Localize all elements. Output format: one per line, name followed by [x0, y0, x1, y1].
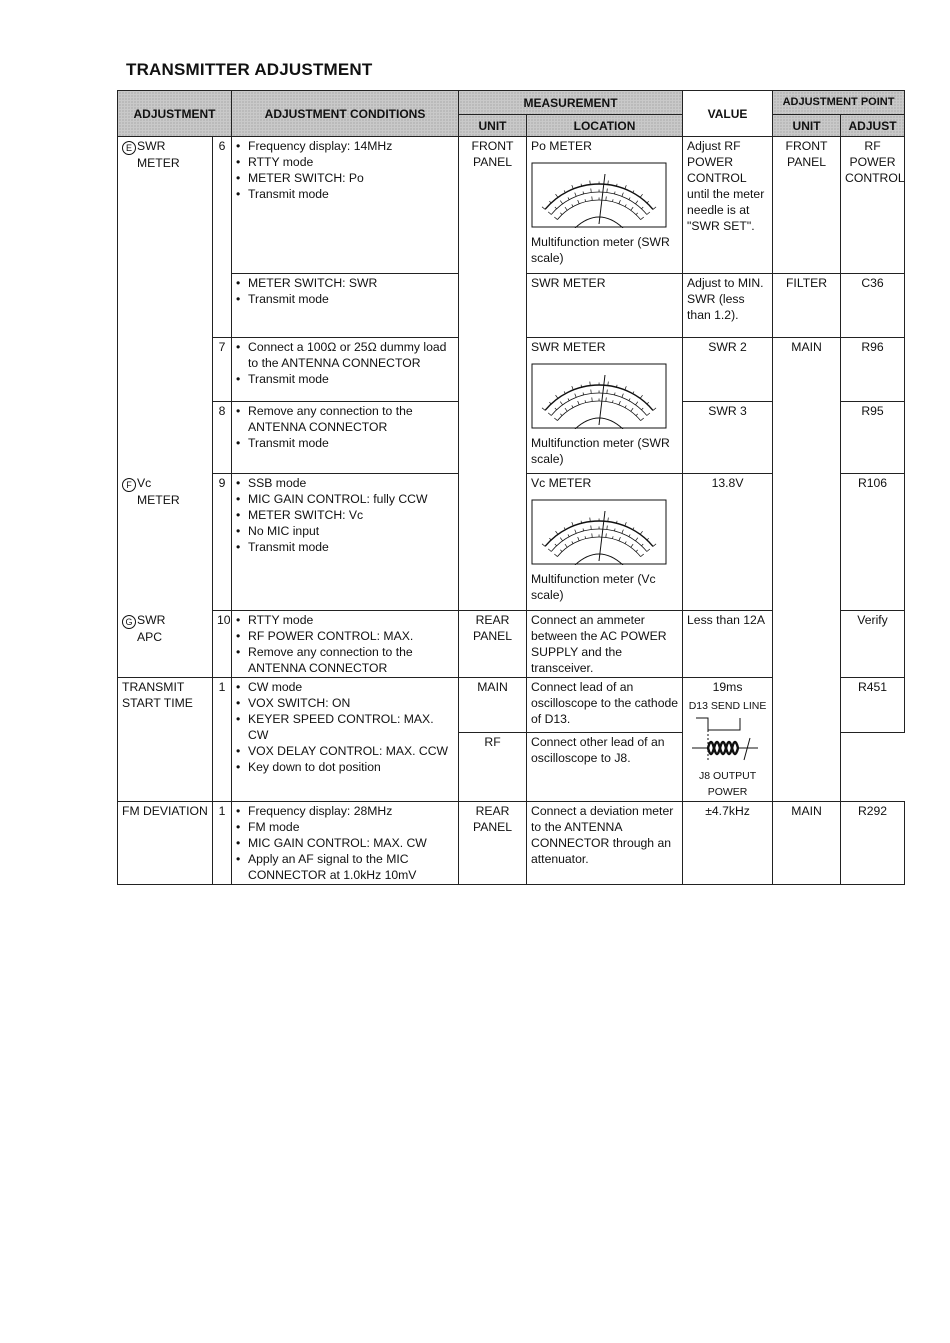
- ap-adjust-cell: [773, 732, 841, 801]
- ap-adjust-cell: R451: [841, 678, 905, 733]
- condition-item: • MIC GAIN CONTROL: MAX. CW: [236, 835, 454, 851]
- location-cell: Connect an ammeter between the AC POWER SUPPLY and the transceiver.: [527, 611, 683, 678]
- step-number: 6: [213, 137, 232, 338]
- value-cell: 19ms D13 SEND LINE J8 OUTPUT POWER: [683, 678, 773, 802]
- condition-item: • Transmit mode: [236, 371, 454, 387]
- condition-item: • RTTY mode: [236, 154, 454, 170]
- value-cell: ±4.7kHz: [683, 802, 773, 885]
- marker-g: G: [122, 615, 136, 629]
- header-adjustment-point: ADJUSTMENT POINT: [773, 91, 905, 115]
- unit-cell: MAIN: [459, 678, 527, 733]
- condition-item: • KEYER SPEED CONTROL: MAX. CW: [236, 711, 454, 743]
- conditions-cell: [232, 802, 459, 885]
- condition-item: • VOX DELAY CONTROL: MAX. CCW: [236, 743, 454, 759]
- multifunction-meter-icon: [531, 162, 667, 228]
- unit-cell: [459, 474, 527, 611]
- conditions-cell: [232, 611, 459, 678]
- condition-item: • No MIC input: [236, 523, 454, 539]
- header-location: LOCATION: [527, 115, 683, 137]
- location-cell: Connect other lead of an oscilloscope to J8.: [527, 732, 683, 801]
- condition-item: • CW mode: [236, 679, 454, 695]
- condition-item: • RTTY mode: [236, 612, 454, 628]
- condition-item: • Remove any connection to the ANTENNA CONNECTOR: [236, 644, 454, 676]
- multifunction-meter-icon: [531, 499, 667, 565]
- ap-adjust-cell: R292: [841, 802, 905, 885]
- condition-item: • RF POWER CONTROL: MAX.: [236, 628, 454, 644]
- location-cell: Connect a deviation meter to the ANTENNA CONNECTOR through an attenuator.: [527, 802, 683, 885]
- adjustment-swr-meter: E SWR METER: [118, 137, 213, 474]
- location-cell: Po METER Multifunction meter (SWR scale): [527, 137, 683, 274]
- value-cell: Less than 12A: [683, 611, 773, 678]
- value-cell: Adjust RF POWER CONTROL until the meter needle is at "SWR SET".: [683, 137, 773, 274]
- header-adjustment: ADJUSTMENT: [118, 91, 232, 137]
- ap-adjust-cell: R106: [841, 474, 905, 611]
- conditions-cell: [232, 678, 459, 802]
- unit-cell: REAR PANEL: [459, 802, 527, 885]
- ap-unit-cell: MAIN: [773, 802, 841, 885]
- location-cell: SWR METER: [527, 274, 683, 338]
- ap-unit-cell: MAIN: [773, 338, 841, 733]
- condition-item: • Frequency display: 14MHz: [236, 138, 454, 154]
- adjustment-transmit-start-time: TRANSMIT START TIME: [118, 678, 213, 802]
- step-number: 1: [213, 802, 232, 885]
- condition-item: • Connect a 100Ω or 25Ω dummy load to the ANTENNA CONNECTOR: [236, 339, 454, 371]
- conditions-cell: [232, 402, 459, 474]
- multifunction-meter-icon: [531, 363, 667, 429]
- ap-adjust-cell: Verify: [841, 611, 905, 678]
- condition-item: • Transmit mode: [236, 291, 454, 307]
- header-value: VALUE: [683, 91, 773, 137]
- condition-item: • Apply an AF signal to the MIC CONNECTOR at 1.0kHz 10mV: [236, 851, 454, 883]
- conditions-cell: [232, 338, 459, 402]
- unit-cell: FRONT PANEL: [459, 137, 527, 474]
- condition-item: • Remove any connection to the ANTENNA CONNECTOR: [236, 403, 454, 435]
- conditions-cell: [232, 274, 459, 338]
- ap-adjust-cell: C36: [841, 274, 905, 338]
- transmitter-adjustment-table: [117, 90, 905, 885]
- step-number: 7: [213, 338, 232, 402]
- step-number: 8: [213, 402, 232, 474]
- condition-item: • METER SWITCH: Po: [236, 170, 454, 186]
- conditions-cell: [232, 137, 459, 274]
- value-cell: Adjust to MIN. SWR (less than 1.2).: [683, 274, 773, 338]
- unit-cell: REAR PANEL: [459, 611, 527, 678]
- waveform-bottom-label: J8 OUTPUT POWER: [698, 770, 757, 798]
- page-title: TRANSMITTER ADJUSTMENT: [126, 60, 373, 79]
- header-ap-unit: UNIT: [773, 115, 841, 137]
- ap-adjust-cell: R96: [841, 338, 905, 402]
- ap-unit-cell: FILTER: [773, 274, 841, 338]
- header-measurement: MEASUREMENT: [459, 91, 683, 115]
- condition-item: • Transmit mode: [236, 186, 454, 202]
- ap-unit-cell: FRONT PANEL: [773, 137, 841, 274]
- condition-item: • Frequency display: 28MHz: [236, 803, 454, 819]
- step-number: 1: [213, 678, 232, 802]
- condition-item: • METER SWITCH: SWR: [236, 275, 454, 291]
- step-number: 10: [213, 611, 232, 678]
- location-cell: Vc METER Multifunction meter (Vc scale): [527, 474, 683, 611]
- condition-item: • Transmit mode: [236, 539, 454, 555]
- adjustment-fm-deviation: FM DEVIATION: [118, 802, 213, 885]
- condition-item: • Transmit mode: [236, 435, 454, 451]
- marker-f: F: [122, 478, 136, 492]
- header-ap-adjust: ADJUST: [841, 115, 905, 137]
- header-conditions: ADJUSTMENT CONDITIONS: [232, 91, 459, 137]
- adjustment-vc-meter: F Vc METER: [118, 474, 213, 611]
- location-cell: SWR METER Multifunction meter (SWR scale): [527, 338, 683, 474]
- condition-item: • SSB mode: [236, 475, 454, 491]
- step-number: 9: [213, 474, 232, 611]
- waveform-top-label: D13 SEND LINE: [688, 700, 767, 712]
- ap-adjust-cell: R95: [841, 402, 905, 474]
- condition-item: • METER SWITCH: Vc: [236, 507, 454, 523]
- conditions-cell: [232, 474, 459, 611]
- condition-item: • Key down to dot position: [236, 759, 454, 775]
- condition-item: • MIC GAIN CONTROL: fully CCW: [236, 491, 454, 507]
- value-cell: SWR 2: [683, 338, 773, 402]
- timing-waveform-icon: [688, 714, 768, 764]
- unit-cell: RF: [459, 732, 527, 801]
- value-cell: 13.8V: [683, 474, 773, 611]
- condition-item: • FM mode: [236, 819, 454, 835]
- adjustment-swr-apc: G SWR APC: [118, 611, 213, 678]
- value-cell: SWR 3: [683, 402, 773, 474]
- header-unit: UNIT: [459, 115, 527, 137]
- condition-item: • VOX SWITCH: ON: [236, 695, 454, 711]
- ap-adjust-cell: RF POWER CONTROL: [841, 137, 905, 274]
- marker-e: E: [122, 141, 136, 155]
- location-cell: Connect lead of an oscilloscope to the cathode of D13.: [527, 678, 683, 733]
